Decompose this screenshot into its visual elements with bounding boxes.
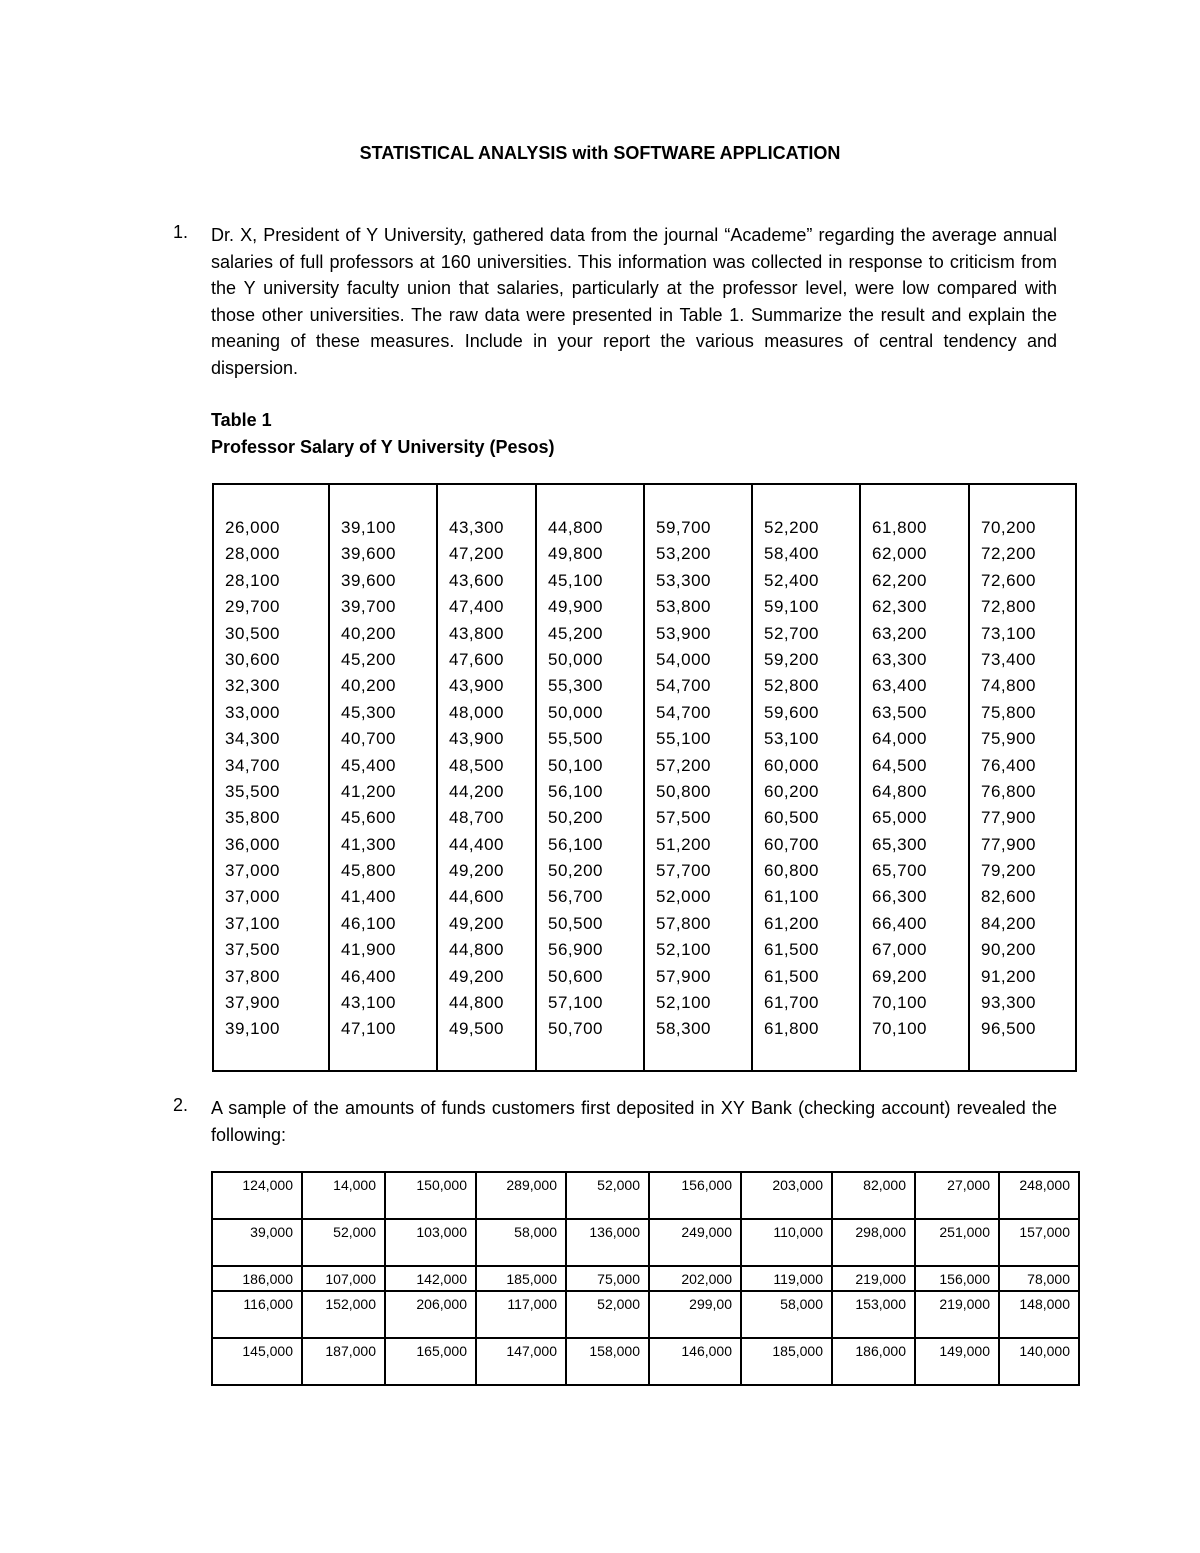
salary-value: 53,900 [656, 623, 711, 643]
salary-value: 51,200 [656, 834, 711, 854]
deposit-cell: 152,000 [302, 1291, 385, 1338]
salary-value: 70,100 [872, 993, 927, 1013]
salary-value: 62,300 [872, 597, 927, 617]
salary-value: 40,200 [341, 676, 396, 696]
table-1-label: Table 1 [211, 410, 272, 430]
salary-value: 40,200 [341, 623, 396, 643]
question-1 [211, 222, 1057, 381]
salary-value: 43,300 [449, 518, 504, 537]
deposit-cell: 248,000 [999, 1172, 1079, 1219]
question-1-number: 1. [173, 222, 189, 242]
salary-value: 49,800 [548, 544, 603, 564]
salary-value: 96,500 [981, 1019, 1036, 1039]
salary-value: 48,000 [449, 702, 504, 722]
salary-value: 77,900 [981, 808, 1036, 828]
deposit-cell: 82,000 [832, 1172, 915, 1219]
salary-value: 44,600 [449, 887, 504, 907]
deposit-cell: 116,000 [212, 1291, 302, 1338]
salary-column [860, 484, 969, 1071]
deposit-cell: 249,000 [649, 1219, 741, 1266]
salary-value: 72,600 [981, 570, 1036, 590]
salary-value: 50,600 [548, 966, 603, 986]
salary-value: 55,100 [656, 729, 711, 749]
salary-value: 52,200 [764, 518, 819, 537]
salary-value: 53,200 [656, 544, 711, 564]
salary-value: 39,100 [341, 518, 396, 537]
salary-value: 34,700 [225, 755, 280, 775]
salary-value: 52,100 [656, 993, 711, 1013]
salary-value: 52,000 [656, 887, 711, 907]
salary-value: 44,800 [449, 993, 504, 1013]
salary-value: 45,200 [341, 649, 396, 669]
salary-value: 29,700 [225, 597, 280, 617]
salary-value: 37,900 [225, 993, 280, 1013]
salary-value: 28,100 [225, 570, 280, 590]
salary-value: 45,200 [548, 623, 603, 643]
salary-value: 59,700 [656, 518, 711, 537]
salary-value: 34,300 [225, 729, 280, 749]
salary-value: 57,200 [656, 755, 711, 775]
salary-value: 69,200 [872, 966, 927, 986]
salary-value: 32,300 [225, 676, 280, 696]
salary-value: 45,100 [548, 570, 603, 590]
salary-value: 75,900 [981, 729, 1036, 749]
salary-value: 53,800 [656, 597, 711, 617]
salary-value: 37,500 [225, 940, 280, 960]
deposit-cell: 165,000 [385, 1338, 476, 1385]
deposit-cell: 75,000 [566, 1266, 649, 1291]
salary-value: 61,800 [872, 518, 927, 537]
salary-value: 52,400 [764, 570, 819, 590]
deposit-cell: 107,000 [302, 1266, 385, 1291]
deposit-cell: 186,000 [832, 1338, 915, 1385]
salary-value: 33,000 [225, 702, 280, 722]
salary-value: 72,200 [981, 544, 1036, 564]
question-2 [211, 1095, 1057, 1148]
salary-column [437, 484, 536, 1071]
table-row [212, 1219, 1079, 1266]
deposit-cell: 289,000 [476, 1172, 566, 1219]
salary-value: 37,100 [225, 913, 280, 933]
deposit-cell: 117,000 [476, 1291, 566, 1338]
salary-value: 63,400 [872, 676, 927, 696]
salary-value: 41,900 [341, 940, 396, 960]
salary-value: 60,700 [764, 834, 819, 854]
table-1-caption: Professor Salary of Y University (Pesos) [211, 437, 555, 457]
salary-value: 64,800 [872, 781, 927, 801]
table-row [212, 1266, 1079, 1291]
salary-value: 84,200 [981, 913, 1036, 933]
salary-value: 50,000 [548, 649, 603, 669]
deposit-cell: 202,000 [649, 1266, 741, 1291]
table-row [212, 1291, 1079, 1338]
salary-value: 39,100 [225, 1019, 280, 1039]
salary-value: 65,300 [872, 834, 927, 854]
salary-value: 61,500 [764, 966, 819, 986]
deposit-cell: 110,000 [741, 1219, 832, 1266]
deposit-cell: 153,000 [832, 1291, 915, 1338]
salary-value: 37,000 [225, 887, 280, 907]
salary-value: 50,800 [656, 781, 711, 801]
salary-value: 26,000 [225, 518, 280, 537]
salary-value: 52,700 [764, 623, 819, 643]
deposit-cell: 52,000 [566, 1172, 649, 1219]
salary-value: 41,300 [341, 834, 396, 854]
salary-value: 55,300 [548, 676, 603, 696]
deposit-cell: 103,000 [385, 1219, 476, 1266]
salary-value: 57,100 [548, 993, 603, 1013]
deposit-cell: 136,000 [566, 1219, 649, 1266]
salary-value: 35,500 [225, 781, 280, 801]
salary-column [969, 484, 1076, 1071]
deposit-cell: 147,000 [476, 1338, 566, 1385]
deposit-cell: 124,000 [212, 1172, 302, 1219]
salary-value: 70,100 [872, 1019, 927, 1039]
salary-value: 50,200 [548, 808, 603, 828]
salary-value: 62,000 [872, 544, 927, 564]
salary-value: 50,200 [548, 861, 603, 881]
salary-value: 61,500 [764, 940, 819, 960]
professor-salary-table [212, 483, 1077, 1072]
deposit-cell: 150,000 [385, 1172, 476, 1219]
salary-value: 60,000 [764, 755, 819, 775]
deposit-cell: 39,000 [212, 1219, 302, 1266]
salary-value: 77,900 [981, 834, 1036, 854]
salary-value: 66,400 [872, 913, 927, 933]
salary-value: 39,600 [341, 544, 396, 564]
salary-column [644, 484, 752, 1071]
salary-value: 56,900 [548, 940, 603, 960]
deposit-cell: 78,000 [999, 1266, 1079, 1291]
salary-value: 70,200 [981, 518, 1036, 537]
salary-value: 30,600 [225, 649, 280, 669]
salary-value: 82,600 [981, 887, 1036, 907]
salary-value: 45,400 [341, 755, 396, 775]
salary-value: 47,400 [449, 597, 504, 617]
salary-value: 52,800 [764, 676, 819, 696]
salary-value: 43,100 [341, 993, 396, 1013]
salary-value: 61,100 [764, 887, 819, 907]
question-2-number: 2. [173, 1095, 189, 1115]
question-1-text: Dr. X, President of Y University, gathered data from the journal “Academe” regarding the average annual salaries of full professors at 160 universities. This information was collected in response to criticism from the Y university faculty union that salaries, particularly at the professor level, were low compared with those other universities. The raw data were presented in Table 1. Summarize the result and explain the meaning of these measures. Include in your report the various measures of central tendency and dispersion. [211, 225, 1057, 378]
salary-value: 44,800 [449, 940, 504, 960]
deposit-cell: 219,000 [915, 1291, 999, 1338]
salary-value: 59,100 [764, 597, 819, 617]
salary-value: 53,300 [656, 570, 711, 590]
salary-value: 57,500 [656, 808, 711, 828]
salary-value: 46,400 [341, 966, 396, 986]
salary-value: 58,300 [656, 1019, 711, 1039]
salary-value: 48,700 [449, 808, 504, 828]
salary-value: 65,700 [872, 861, 927, 881]
salary-value: 50,500 [548, 913, 603, 933]
salary-value: 75,800 [981, 702, 1036, 722]
salary-value: 61,200 [764, 913, 819, 933]
salary-value: 62,200 [872, 570, 927, 590]
deposit-cell: 145,000 [212, 1338, 302, 1385]
page-title: STATISTICAL ANALYSIS with SOFTWARE APPLICATION [359, 143, 841, 163]
salary-value: 76,800 [981, 781, 1036, 801]
salary-value: 39,600 [341, 570, 396, 590]
salary-value: 61,700 [764, 993, 819, 1013]
salary-value: 57,800 [656, 913, 711, 933]
salary-value: 54,700 [656, 702, 711, 722]
deposit-cell: 14,000 [302, 1172, 385, 1219]
deposit-cell: 157,000 [999, 1219, 1079, 1266]
salary-column [536, 484, 644, 1071]
deposit-cell: 186,000 [212, 1266, 302, 1291]
salary-value: 44,200 [449, 781, 504, 801]
salary-value: 57,900 [656, 966, 711, 986]
salary-value: 52,100 [656, 940, 711, 960]
deposit-cell: 187,000 [302, 1338, 385, 1385]
salary-value: 56,100 [548, 834, 603, 854]
salary-value: 39,700 [341, 597, 396, 617]
salary-value: 61,800 [764, 1019, 819, 1039]
question-2-text: A sample of the amounts of funds customers first deposited in XY Bank (checking account) revealed the following: [211, 1098, 1057, 1145]
deposits-table [211, 1171, 1080, 1386]
salary-value: 73,100 [981, 623, 1036, 643]
salary-value: 90,200 [981, 940, 1036, 960]
salary-value: 56,100 [548, 781, 603, 801]
salary-value: 43,600 [449, 570, 504, 590]
salary-column [329, 484, 437, 1071]
deposit-cell: 158,000 [566, 1338, 649, 1385]
salary-value: 63,500 [872, 702, 927, 722]
deposit-cell: 203,000 [741, 1172, 832, 1219]
salary-value: 44,800 [548, 518, 603, 537]
salary-value: 41,400 [341, 887, 396, 907]
salary-value: 44,400 [449, 834, 504, 854]
salary-value: 50,000 [548, 702, 603, 722]
salary-value: 60,500 [764, 808, 819, 828]
deposit-cell: 156,000 [649, 1172, 741, 1219]
deposit-cell: 219,000 [832, 1266, 915, 1291]
deposit-cell: 140,000 [999, 1338, 1079, 1385]
salary-value: 36,000 [225, 834, 280, 854]
deposit-cell: 206,000 [385, 1291, 476, 1338]
deposit-cell: 299,00 [649, 1291, 741, 1338]
salary-value: 37,800 [225, 966, 280, 986]
deposit-cell: 148,000 [999, 1291, 1079, 1338]
salary-value: 58,400 [764, 544, 819, 564]
deposit-cell: 52,000 [302, 1219, 385, 1266]
salary-value: 91,200 [981, 966, 1036, 986]
salary-value: 63,300 [872, 649, 927, 669]
salary-value: 59,600 [764, 702, 819, 722]
deposit-cell: 52,000 [566, 1291, 649, 1338]
salary-value: 43,900 [449, 729, 504, 749]
table-row [212, 1338, 1079, 1385]
salary-value: 35,800 [225, 808, 280, 828]
salary-value: 54,000 [656, 649, 711, 669]
deposit-cell: 185,000 [741, 1338, 832, 1385]
salary-value: 79,200 [981, 861, 1036, 881]
deposit-cell: 251,000 [915, 1219, 999, 1266]
salary-value: 54,700 [656, 676, 711, 696]
salary-value: 59,200 [764, 649, 819, 669]
salary-value: 63,200 [872, 623, 927, 643]
salary-value: 48,500 [449, 755, 504, 775]
salary-value: 47,200 [449, 544, 504, 564]
salary-value: 65,000 [872, 808, 927, 828]
deposit-cell: 149,000 [915, 1338, 999, 1385]
salary-value: 37,000 [225, 861, 280, 881]
salary-value: 67,000 [872, 940, 927, 960]
salary-value: 64,500 [872, 755, 927, 775]
deposit-cell: 298,000 [832, 1219, 915, 1266]
salary-value: 40,700 [341, 729, 396, 749]
salary-value: 60,800 [764, 861, 819, 881]
salary-value: 49,200 [449, 861, 504, 881]
salary-value: 49,900 [548, 597, 603, 617]
salary-value: 45,800 [341, 861, 396, 881]
deposit-cell: 146,000 [649, 1338, 741, 1385]
salary-value: 50,700 [548, 1019, 603, 1039]
salary-value: 49,200 [449, 913, 504, 933]
salary-value: 93,300 [981, 993, 1036, 1013]
salary-value: 57,700 [656, 861, 711, 881]
salary-value: 73,400 [981, 649, 1036, 669]
deposit-cell: 185,000 [476, 1266, 566, 1291]
deposit-cell: 27,000 [915, 1172, 999, 1219]
salary-column [752, 484, 860, 1071]
salary-value: 43,800 [449, 623, 504, 643]
salary-column [213, 484, 329, 1071]
salary-value: 28,000 [225, 544, 280, 564]
deposit-cell: 156,000 [915, 1266, 999, 1291]
salary-value: 60,200 [764, 781, 819, 801]
salary-value: 47,600 [449, 649, 504, 669]
salary-value: 55,500 [548, 729, 603, 749]
salary-value: 46,100 [341, 913, 396, 933]
salary-value: 56,700 [548, 887, 603, 907]
salary-value: 30,500 [225, 623, 280, 643]
salary-value: 72,800 [981, 597, 1036, 617]
salary-value: 76,400 [981, 755, 1036, 775]
deposit-cell: 119,000 [741, 1266, 832, 1291]
salary-value: 45,300 [341, 702, 396, 722]
salary-value: 47,100 [341, 1019, 396, 1039]
salary-value: 49,200 [449, 966, 504, 986]
salary-value: 41,200 [341, 781, 396, 801]
salary-value: 43,900 [449, 676, 504, 696]
salary-value: 50,100 [548, 755, 603, 775]
salary-value: 53,100 [764, 729, 819, 749]
deposit-cell: 58,000 [741, 1291, 832, 1338]
salary-value: 64,000 [872, 729, 927, 749]
salary-value: 45,600 [341, 808, 396, 828]
deposit-cell: 142,000 [385, 1266, 476, 1291]
deposit-cell: 58,000 [476, 1219, 566, 1266]
salary-value: 66,300 [872, 887, 927, 907]
table-row [212, 1172, 1079, 1219]
salary-value: 74,800 [981, 676, 1036, 696]
salary-value: 49,500 [449, 1019, 504, 1039]
